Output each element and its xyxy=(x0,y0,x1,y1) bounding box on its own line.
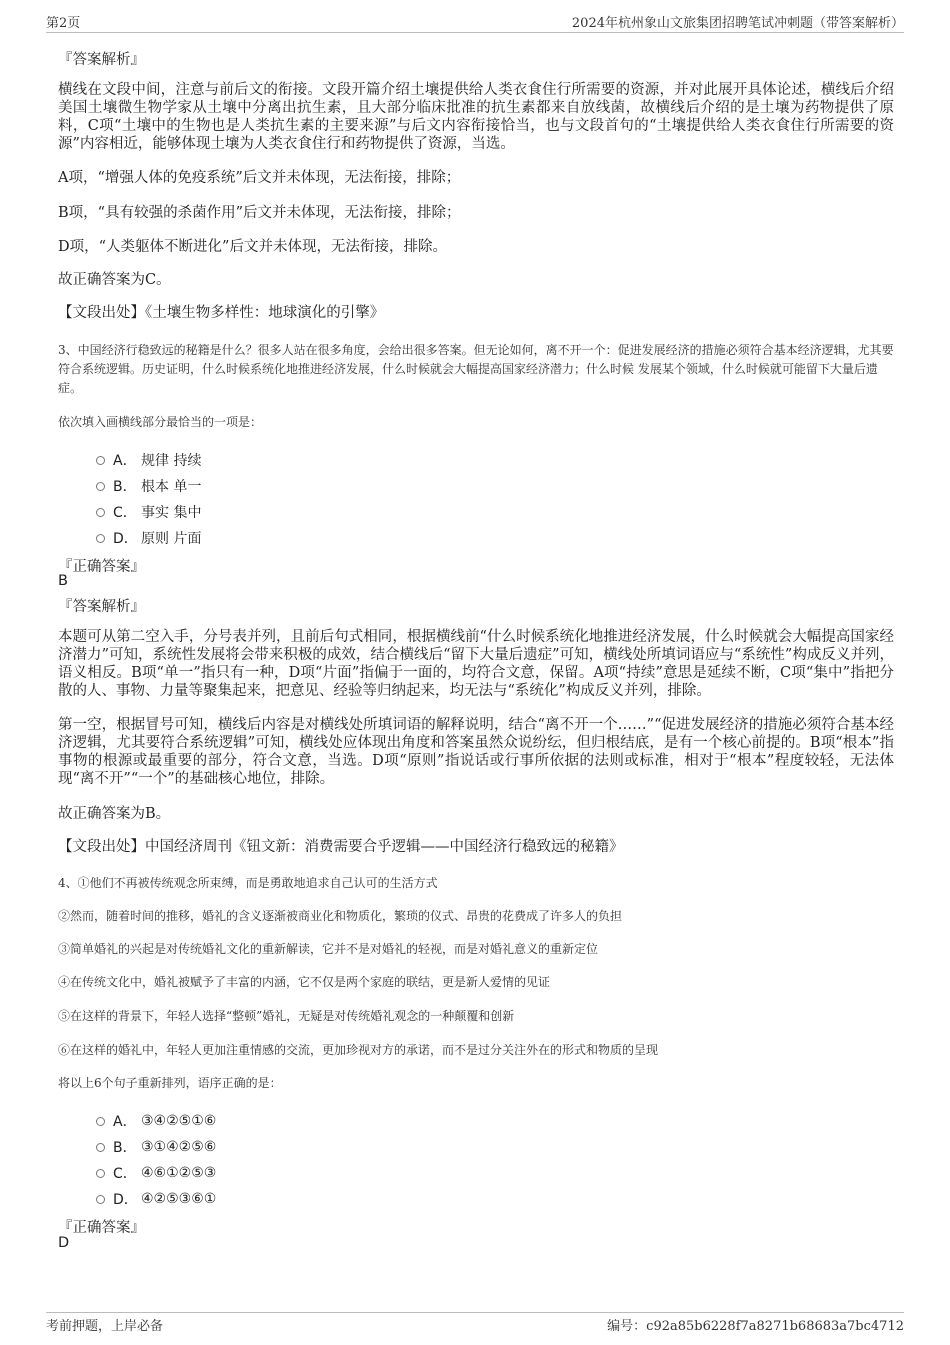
analysis-line-d: D项，“人类躯体不断进化”后文并未体现，无法衔接，排除。 xyxy=(58,239,447,255)
conclusion: 故正确答案为C。 xyxy=(58,272,171,288)
analysis-paragraph: 第一空，根据冒号可知，横线后内容是对横线处所填词语的解释说明，结合“离不开一个……”“促进发展经济的措施必须符合基本经济逻辑，尤其要符合系统逻辑”可知，横线处应体现出角度和答案虽然众说纷纭，但归根结底，是有一个核心前提的。B项“根本”指事物的根源或最重要的部分，符合文意，当选。D项“原则”指说话或行事所依据的法则或标准，相对于“根本”程度较轻，无法体现“离不开”“一个”的基础核心地位，排除。 xyxy=(58,717,894,787)
option-c[interactable]: C． 事实 集中 xyxy=(96,502,201,522)
page-footer xyxy=(46,1312,904,1335)
analysis-line-b: B项，“具有较强的杀菌作用”后文并未体现，无法衔接，排除； xyxy=(58,205,461,221)
document-title: 2024年杭州象山文旅集团招聘笔试冲刺题（带答案解析） xyxy=(571,16,904,31)
footer-slogan: 考前押题，上岸必备 xyxy=(46,1319,164,1334)
option-d[interactable]: D． 原则 片面 xyxy=(96,528,201,548)
option-c[interactable]: C． ④⑥①②⑤③ xyxy=(96,1163,216,1183)
answer-title: 『正确答案』 xyxy=(58,559,145,575)
question-stem: 3、中国经济行稳致远的秘籍是什么？很多人站在很多角度，会给出很多答案。但无论如何，离不开一个：促进发展经济的措施必须符合基本经济逻辑，尤其要符合系统逻辑。历史证明，什么时候系统化地推进经济发展，什么时候就会大幅提高国家经济潜力；什么时候 发展某个领域，什么时候就可能留下大量后遗症。 xyxy=(58,343,894,395)
answer-value: D xyxy=(58,1235,70,1251)
radio-icon[interactable] xyxy=(96,1195,105,1204)
radio-icon[interactable] xyxy=(96,534,105,543)
option-d[interactable]: D． ④②⑤③⑥① xyxy=(96,1189,216,1209)
sentence-3: ③简单婚礼的兴起是对传统婚礼文化的重新解读，它并不是对婚礼的轻视，而是对婚礼意义的重新定位 xyxy=(58,942,599,956)
option-a[interactable]: A． ③④②⑤①⑥ xyxy=(96,1111,216,1131)
source-citation: 【文段出处】《土壤生物多样性：地球演化的引擎》 xyxy=(58,305,385,321)
sentence-1: 4、①他们不再被传统观念所束缚，而是勇敢地追求自己认可的生活方式 xyxy=(58,876,438,890)
option-b[interactable]: B． ③①④②⑤⑥ xyxy=(96,1137,216,1157)
analysis-title: 『答案解析』 xyxy=(58,52,145,68)
radio-icon[interactable] xyxy=(96,508,105,517)
question-prompt: 依次填入画横线部分最恰当的一项是： xyxy=(58,415,263,429)
source-citation: 【文段出处】中国经济周刊《钮文新：消费需要合乎逻辑——中国经济行稳致远的秘籍》 xyxy=(58,839,624,855)
radio-icon[interactable] xyxy=(96,482,105,491)
option-b[interactable]: B． 根本 单一 xyxy=(96,476,201,496)
sentence-4: ④在传统文化中，婚礼被赋予了丰富的内涵，它不仅是两个家庭的联结，更是新人爱情的见证 xyxy=(58,975,551,989)
page-header xyxy=(46,12,904,33)
page-number: 第2页 xyxy=(46,16,81,31)
radio-icon[interactable] xyxy=(96,456,105,465)
question-prompt: 将以上6个句子重新排列，语序正确的是： xyxy=(58,1076,282,1090)
option-a[interactable]: A． 规律 持续 xyxy=(96,450,201,470)
analysis-paragraph: 横线在文段中间，注意与前后文的衔接。文段开篇介绍土壤提供给人类衣食住行所需要的资源，并对此展开具体论述，横线后介绍美国土壤微生物学家从土壤中分离出抗生素，且大部分临床批准的抗生素都来自放线菌，故横线后介绍的是土壤为药物提供了原料，C项“土壤中的生物也是人类抗生素的主要来源”与后文内容衔接恰当，也与文段首句的“土壤提供给人类衣食住行所需要的资源”内容相近，能够体现土壤为人类衣食住行和药物提供了资源，当选。 xyxy=(58,82,894,152)
sentence-2: ②然而，随着时间的推移，婚礼的含义逐渐被商业化和物质化，繁琐的仪式、昂贵的花费成了许多人的负担 xyxy=(58,909,623,923)
radio-icon[interactable] xyxy=(96,1169,105,1178)
analysis-title: 『答案解析』 xyxy=(58,599,145,615)
conclusion: 故正确答案为B。 xyxy=(58,806,171,822)
analysis-line-a: A项，“增强人体的免疫系统”后文并未体现，无法衔接，排除； xyxy=(58,170,461,186)
answer-value: B xyxy=(58,573,68,589)
radio-icon[interactable] xyxy=(96,1117,105,1126)
answer-title: 『正确答案』 xyxy=(58,1220,145,1236)
document-id: 编号：c92a85b6228f7a8271b68683a7bc4712 xyxy=(607,1319,904,1334)
sentence-6: ⑥在这样的婚礼中，年轻人更加注重情感的交流，更加珍视对方的承诺，而不是过分关注外在的形式和物质的呈现 xyxy=(58,1043,659,1057)
sentence-5: ⑤在这样的背景下，年轻人选择“整顿”婚礼，无疑是对传统婚礼观念的一种颠覆和创新 xyxy=(58,1009,515,1023)
analysis-paragraph: 本题可从第二空入手，分号表并列，且前后句式相同，根据横线前“什么时候系统化地推进经济发展，什么时候就会大幅提高国家经济潜力”可知，系统性发展将会带来积极的成效，结合横线后“留下大量后遗症”可知，横线处所填词语应与“系统性”构成反义并列，语义相反。B项“单一”指只有一种，D项“片面”指偏于一面的，均符合文意，保留。A项“持续”意思是延续不断，C项“集中”指把分散的人、事物、力量等聚集起来，把意见、经验等归纳起来，均无法与“系统化”构成反义并列，排除。 xyxy=(58,629,894,699)
radio-icon[interactable] xyxy=(96,1143,105,1152)
